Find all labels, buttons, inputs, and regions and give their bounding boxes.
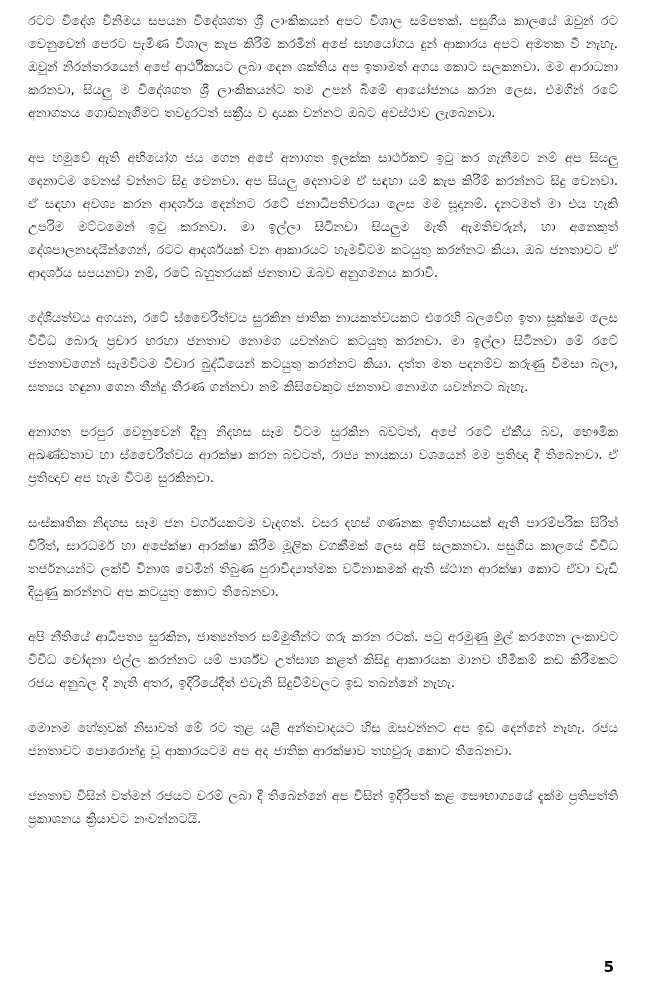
paragraph-2: අප හමුවේ ඇති අභියෝග ජය ගෙන අපේ අනාගත ඉලක්ක සාර්ථකව ඉටු කර ගැනීමට නම් අප සියලු දෙනාටම වෙනස් වන්නට සිදු වෙනවා. අප සියලු දෙනාටම ඒ සඳහා යම් කැප කිරීම් කරන්නට සිදු වෙනවා. ඒ සඳහා අවශ්‍ය කරන ආදර්ශය දෙන්නට රටේ ජනාධිපතිවරයා ලෙස මම සූදානම්. දැනටමත් මා එය හැකි උපරිම මට්ටමෙන් ඉටු කරනවා. මා ඉල්ලා සිටිනවා සියලුම මැති ඇමතිවරුන්, හා අනෙකුත් දේශපාලනඥයින්ගෙන්, රටට ආදර්ශයක් වන ආකාරයට හැමවිටම කටයුතු කරන්නට කියා. ඔබ ජනතාවට ඒ ආදර්ශය සපයනවා නම්, රටේ බහුතරයක් ජනතාව ඔබව අනුගමනය කරාවි. bbox=[28, 151, 618, 281]
paragraph-4: අනාගත පරපුර වෙනුවෙන් දිනූ නිදහස සෑම විටම සුරකින බවටත්, අපේ රටේ ඒකීය බව, භෞමික අඛණ්ඩතාව හා ස්වෛරීත්වය ආරක්ෂා කරන බවටත්, රාජ්‍ය නායකයා වශයෙන් මම ප්‍රතිඥා දී තිබෙනවා. ඒ ප්‍රතිඥාව අප හැම විටම සුරකිනවා. bbox=[28, 425, 618, 486]
body-text bbox=[28, 10, 618, 853]
page-number: 5 bbox=[603, 958, 614, 976]
paragraph-6: අපි නීතියේ ආධිපත්‍ය සුරකින, ජාත්‍යන්තර සම්මුතීන්ට ගරු කරන රටක්. පටු අරමුණු මුල් කරගෙන ලංකාවට විවිධ චෝදනා එල්ල කරන්නට යම් පාර්ශ්ව උත්සාහ කළත් කිසිදු ආකාරයක මානව හිමිකම් කඩ කිරීමකට රජය අනුබල දී නැති අතර, ඉදිරියේදීත් එවැනි සිදුවීම්වලට ඉඩ තබන්නේ නැහැ. bbox=[28, 630, 618, 691]
paragraph-1: රටට විදේශ විනිමය සපයන විදේශගත ශ්‍රී ලාංකිකයන් අපට විශාල සම්පතක්. පසුගිය කාලයේ ඔවුන් රට වෙනුවෙන් පෙරට පැමිණ විශාල කැප කිරීම් කරමින් අපේ සහයෝගය දුන් ආකාරය අපට අමතක වී නැහැ. ඔවුන් නිරන්තරයෙන් අපේ ආර්ථිකයට ලබා දෙන ශක්තිය අප ඉතාමත් අගය කොට සලකනවා. මම ආරාධනා කරනවා, සියලු ම විදේශගත ශ්‍රී ලාංකිකයන්ට තම උපන් බිමේ ආයෝජනය කරන ලෙස. එමගින් රටේ අනාගතය ගොඩනැගීමට තවදුරටත් සක්‍රීය ව දායක වන්නට ඔබට අවස්ථාව ලැබෙනවා. bbox=[28, 14, 618, 121]
paragraph-8: ජනතාව විසින් වත්මන් රජයට වරම් ලබා දී තිබෙන්නේ අප විසින් ඉදිරිපත් කළ සෞභාග්‍යයේ දැක්ම ප්‍රතිපත්ති ප්‍රකාශනය ක්‍රියාවට නංවන්නටයි. bbox=[28, 789, 618, 827]
paragraph-7: මොනම හේතුවක් නිසාවත් මේ රට තුළ යළි අන්තවාදයට හිස ඔසවන්නට අප ඉඩ දෙන්නේ නැහැ. රජය ජනතාවට පොරොන්දු වූ ආකාරයටම අප අද ජාතික ආරක්ෂාව තහවුරු කොට තිබෙනවා. bbox=[28, 721, 618, 759]
paragraph-5: සංස්කෘතික නිදහස සෑම ජන වර්ගයකටම වැදගත්. වසර දහස් ගණනක ඉතිහාසයක් ඇති පාරම්පරික සිරිත් විරිත්, සාරධර්ම හා අපේක්ෂා ආරක්ෂා කිරීම මූලික වගකීමක් ලෙස අපි සලකනවා. පසුගිය කාලයේ විවිධ තර්ජනයන්ට ලක්වී විනාශ වෙමින් තිබුණ පුරාවිද්‍යාත්මක වටිනාකමක් ඇති ස්ථාන ආරක්ෂා කොට ඒවා වැඩි දියුණු කරන්නට අප කටයුතු කොට තිබෙනවා. bbox=[28, 516, 618, 600]
paragraph-3: දේශීයත්වය අගයන, රටේ ස්වෛරීත්වය සුරකින ජාතික නායකත්වයකට එරෙහි බලවේග ඉතා සූක්ෂම ලෙස විවිධ බොරු ප්‍රචාර හරහා ජනතාව නොමග යවන්නට කටයුතු කරනවා. මා ඉල්ලා සිටිනවා මේ රටේ ජනතාවගෙන් සැමවිටම විචාර බුද්ධියෙන් කටයුතු කරන්නට කියා. දත්ත මත පදනම්ව කරුණු විමසා බලා, සත්‍යය හඳුනා ගෙන තීන්දු තීරණ ගන්නවා නම් කිසිවෙකුට ජනතාව නොමග යවන්නට බැහැ. bbox=[28, 311, 618, 395]
